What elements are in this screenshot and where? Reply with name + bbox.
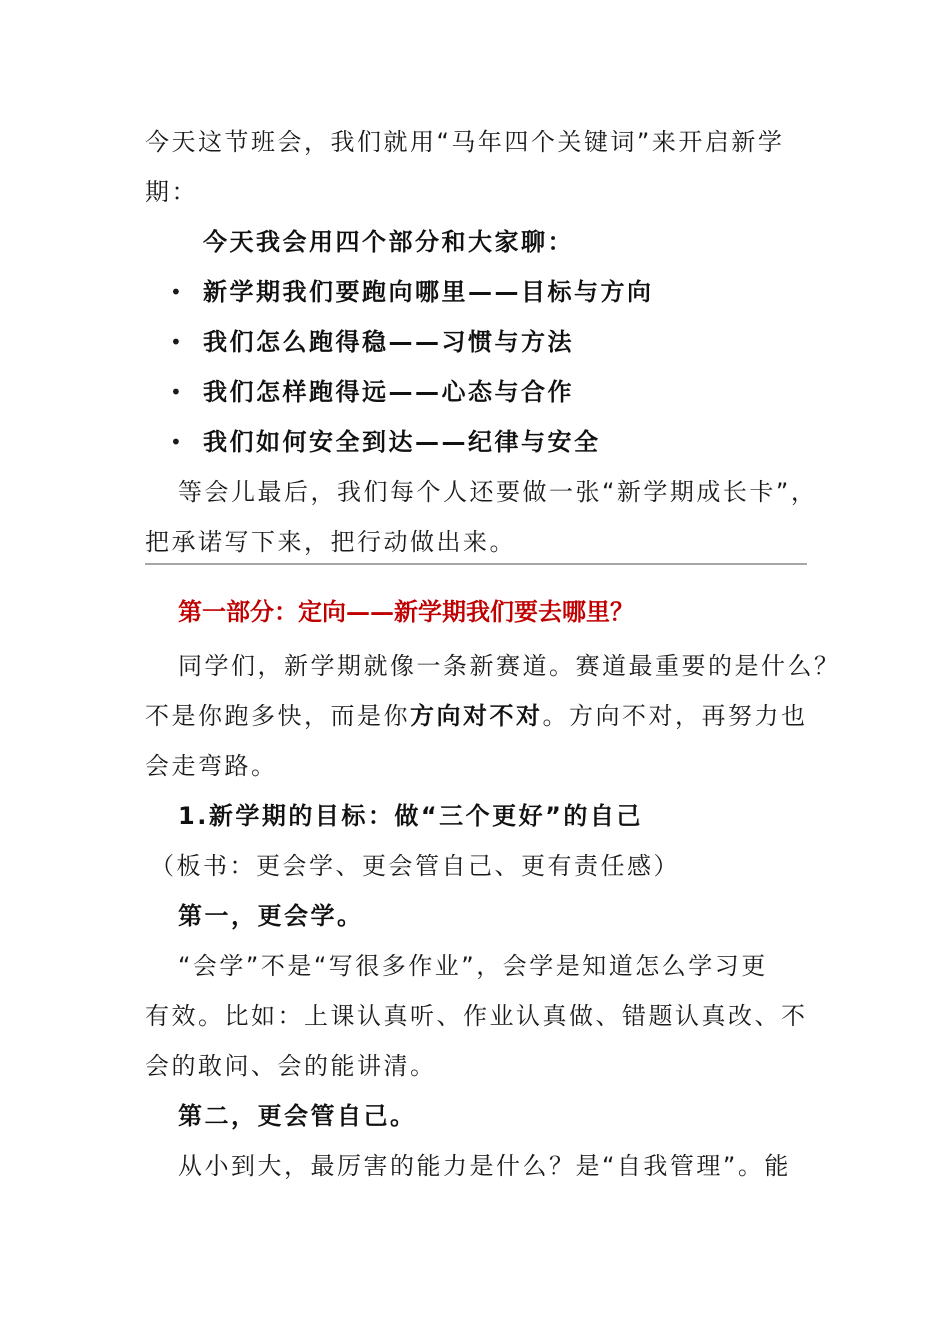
part1-p1-line-1: 同学们，新学期就像一条新赛道。赛道最重要的是什么？ [178, 652, 841, 680]
agenda-item-4: 我们如何安全到达——纪律与安全 [203, 428, 601, 456]
board-note: （板书：更会学、更会管自己、更有责任感） [150, 852, 680, 880]
first-point-title: 第一，更会学。 [178, 902, 364, 930]
first-point-line-3: 会的敢问、会的能讲清。 [145, 1052, 437, 1080]
agenda-item-3: 我们怎样跑得远——心态与合作 [203, 378, 574, 406]
section-divider [145, 563, 807, 565]
bullet-icon: • [170, 380, 182, 404]
second-point-line-1: 从小到大，最厉害的能力是什么？是“自我管理”。能 [178, 1152, 791, 1180]
bullet-icon: • [170, 330, 182, 354]
agenda-lead: 今天我会用四个部分和大家聊： [203, 228, 574, 256]
closing-line-1: 等会儿最后，我们每个人还要做一张“新学期成长卡”， [178, 478, 818, 506]
intro-line-1: 今天这节班会，我们就用“马年四个关键词”来开启新学 [145, 128, 785, 156]
first-point-line-1: “会学”不是“写很多作业”，会学是知道怎么学习更 [178, 952, 768, 980]
bullet-icon: • [170, 430, 182, 454]
part1-heading: 第一部分：定向——新学期我们要去哪里？ [178, 597, 634, 626]
part1-p1-line-2b: 。方向不对，再努力也 [542, 702, 808, 730]
part1-p1-line-3: 会走弯路。 [145, 752, 278, 780]
first-point-line-2: 有效。比如：上课认真听、作业认真做、错题认真改、不 [145, 1002, 808, 1030]
agenda-item-2: 我们怎么跑得稳——习惯与方法 [203, 328, 574, 356]
agenda-item-1: 新学期我们要跑向哪里——目标与方向 [203, 278, 654, 306]
part1-p1-line-2 [145, 700, 810, 732]
emphasis-direction: 方向对不对 [410, 702, 543, 730]
closing-line-2: 把承诺写下来，把行动做出来。 [145, 528, 516, 556]
part1-p1-line-2a: 不是你跑多快，而是你 [145, 702, 410, 730]
intro-line-2: 期： [145, 178, 198, 206]
goal-title: 1.新学期的目标：做“三个更好”的自己 [178, 802, 643, 830]
second-point-title: 第二，更会管自己。 [178, 1102, 417, 1130]
bullet-icon: • [170, 280, 182, 304]
